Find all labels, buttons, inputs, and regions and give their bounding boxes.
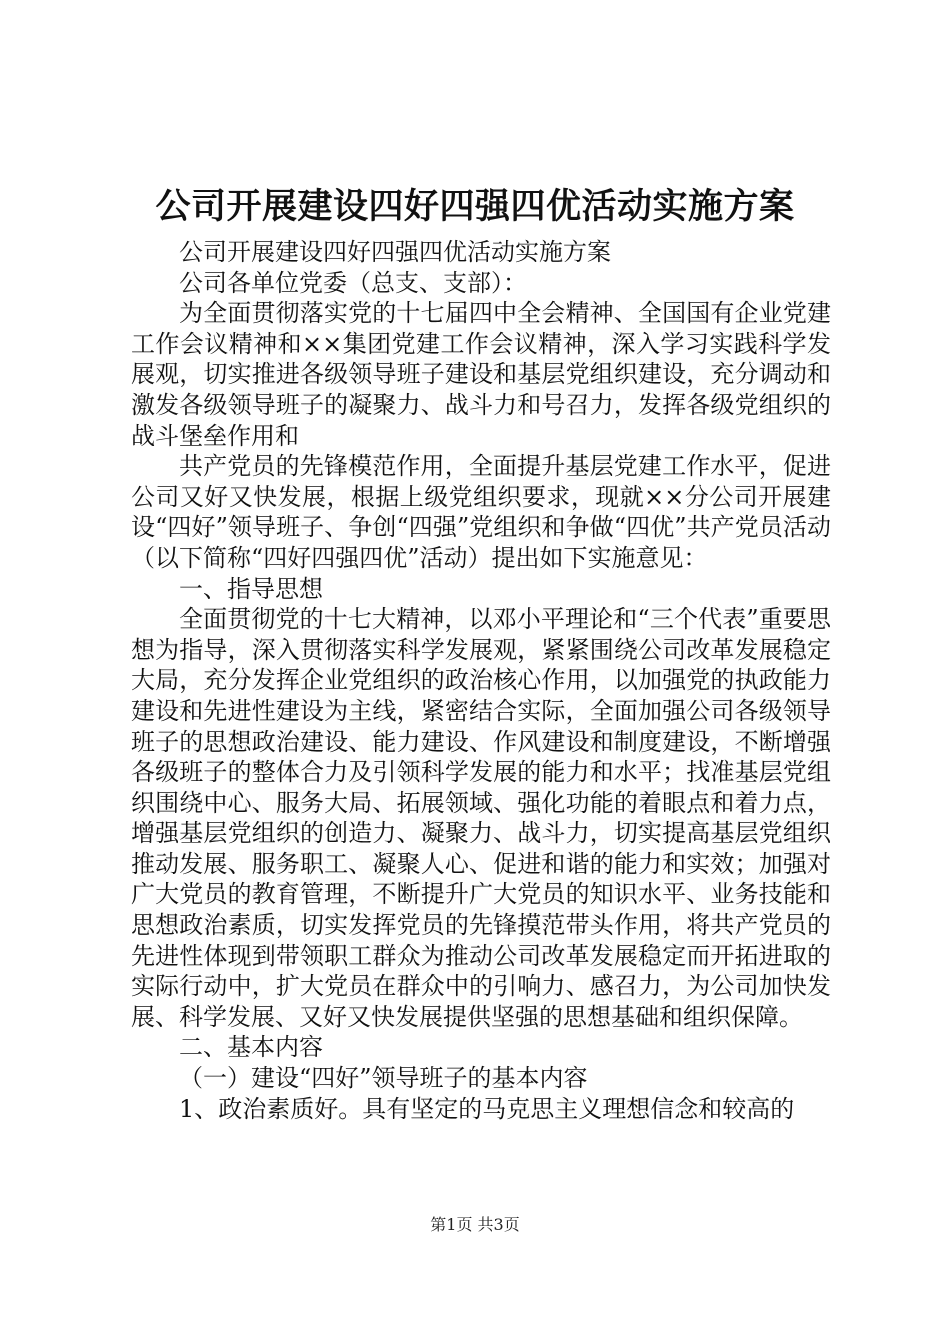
heading-guiding-thought: 一、指导思想	[179, 574, 323, 603]
heading-basic-content: 二、基本内容	[179, 1033, 323, 1062]
paragraph-item-1: 1、政治素质好。具有坚定的马克思主义理想信念和较高的	[179, 1094, 795, 1123]
paragraph-intro-continued: 共产党员的先锋模范作用，全面提升基层党建工作水平，促进公司又好又快发展，根据上级党组织要求，现就××分公司开展建设“四好”领导班子、争创“四强”党组织和争做“四优”共产党员活动（以下简称“四好四强四优”活动）提出如下实施意见：	[131, 452, 831, 572]
paragraph-guiding-thought: 全面贯彻党的十七大精神，以邓小平理论和“三个代表”重要思想为指导，深入贯彻落实科学发展观，紧紧围绕公司改革发展稳定大局，充分发挥企业党组织的政治核心作用，以加强党的执政能力建设和先进性建设为主线，紧密结合实际，全面加强公司各级领导班子的思想政治建设、能力建设、作风建设和制度建设，不断增强各级班子的整体合力及引领科学发展的能力和水平；找准基层党组织围绕中心、服务大局、拓展领域、强化功能的着眼点和着力点，增强基层党组织的创造力、凝聚力、战斗力，切实提高基层党组织推动发展、服务职工、凝聚人心、促进和谐的能力和实效；加强对广大党员的教育管理，不断提升广大党员的知识水平、业务技能和思想政治素质，切实发挥党员的先锋摸范带头作用，将共产党员的先进性体现到带领职工群众为推动公司改革发展稳定而开拓进取的实际行动中，扩大党员在群众中的引响力、感召力，为公司加快发展、科学发展、又好又快发展提供坚强的思想基础和组织保障。	[131, 605, 831, 1031]
paragraph-salutation: 公司各单位党委（总支、支部）：	[179, 268, 527, 297]
page-footer: 第1页 共3页	[430, 1215, 520, 1234]
paragraph-intro: 为全面贯彻落实党的十七届四中全会精神、全国国有企业党建工作会议精神和××集团党建工作会议精神，深入学习实践科学发展观，切实推进各级领导班子建设和基层党组织建设，充分调动和激发各级领导班子的凝聚力、战斗力和号召力，发挥各级党组织的战斗堡垒作用和	[131, 299, 831, 450]
paragraph-subtitle: 公司开展建设四好四强四优活动实施方案	[179, 238, 611, 266]
document-title: 公司开展建设四好四强四优活动实施方案	[155, 186, 795, 227]
subheading-four-good: （一）建设“四好”领导班子的基本内容	[179, 1064, 588, 1093]
document-body	[131, 237, 831, 1124]
